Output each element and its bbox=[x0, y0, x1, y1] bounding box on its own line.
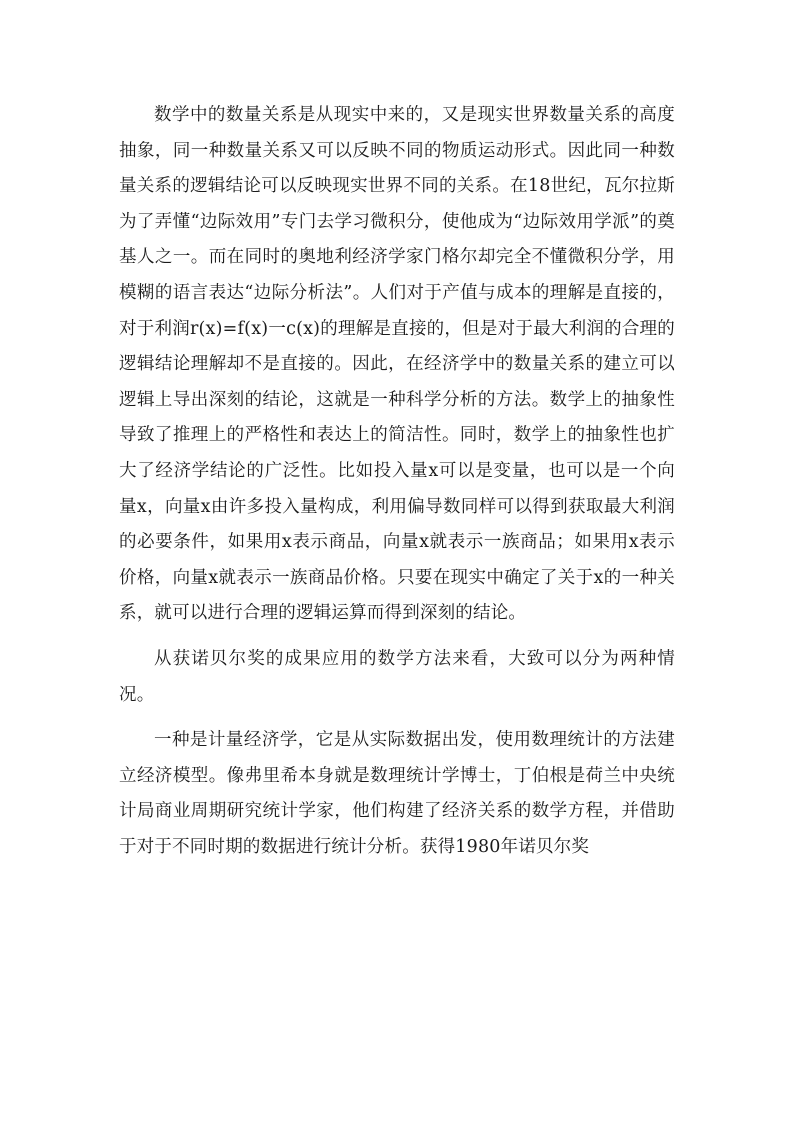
paragraph-math-abstraction: 数学中的数量关系是从现实中来的，又是现实世界数量关系的高度抽象，同一种数量关系又可以反映不同的物质运动形式。因此同一种数量关系的逻辑结论可以反映现实世界不同的关系。在18世纪，瓦尔拉斯为了弄懂“边际效用”专门去学习微积分，使他成为“边际效用学派”的奠基人之一。而在同时的奥地利经济学家门格尔却完全不懂微积分学，用模糊的语言表达“边际分析法”。人们对于产值与成本的理解是直接的，对于利润r(x)=f(x)一c(x)的理解是直接的，但是对于最大利润的合理的逻辑结论理解却不是直接的。因此，在经济学中的数量关系的建立可以逻辑上导出深刻的结论，这就是一种科学分析的方法。数学上的抽象性导致了推理上的严格性和表达上的简洁性。同时，数学上的抽象性也扩大了经济学结论的广泛性。比如投入量x可以是变量，也可以是一个向量x，向量x由许多投入量构成，利用偏导数同样可以得到获取最大利润的必要条件，如果用x表示商品，向量x就表示一族商品；如果用x表示价格，向量x就表示一族商品价格。只要在现实中确定了关于x的一种关系，就可以进行合理的逻辑运算而得到深刻的结论。 bbox=[119, 105, 675, 624]
paragraph-econometrics: 一种是计量经济学，它是从实际数据出发，使用数理统计的方法建立经济模型。像弗里希本身就是数理统计学博士，丁伯根是荷兰中央统计局商业周期研究统计学家，他们构建了经济关系的数学方程，并借助于对于不同时期的数据进行统计分析。获得1980年诺贝尔奖 bbox=[119, 730, 675, 857]
paragraph-nobel-methods: 从获诺贝尔奖的成果应用的数学方法来看，大致可以分为两种情况。 bbox=[119, 648, 675, 705]
document-body bbox=[119, 98, 675, 865]
